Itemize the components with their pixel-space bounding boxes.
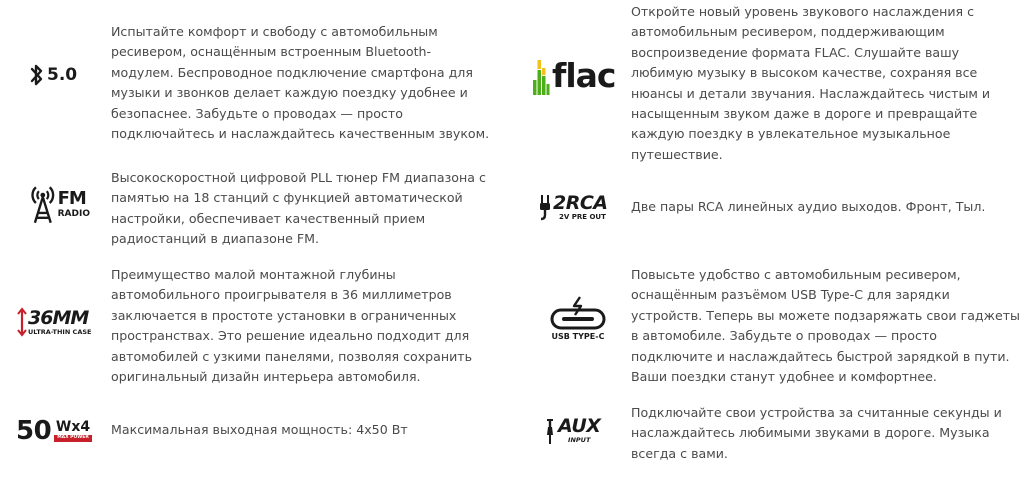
feature-line: заключается в простоте установки в ограниченных (111, 307, 457, 323)
feature-line: Высокоскоростной цифровой PLL тюнер FM диапазона с (111, 170, 486, 185)
power-wx4-label: Wx4 (55, 419, 91, 436)
flac-icon (532, 54, 622, 98)
36mm-icon (16, 304, 104, 340)
pre-out-label: 2V PRE OUT (559, 212, 606, 221)
feature-line: автомобилей с узкими панелями, позволяя сохранить (111, 348, 473, 364)
feature-line: Испытайте комфорт и свободу с автомобильным (111, 24, 438, 39)
usb-c-connector-icon (548, 296, 608, 330)
feature-line: Подключайте свои устройства за считанные секунды и (631, 405, 1002, 420)
feature-line: оснащённым разъёмом USB Type-C для зарядки (631, 287, 950, 303)
feature-line: модулем. Беспроводное подключение смартфона для (111, 64, 473, 80)
feature-line: радиостанций в диапазоне FM. (111, 231, 319, 247)
feature-line: любимую музыку в высоком качестве, сохраняя все (631, 65, 978, 81)
feature-line: автомобильного проигрывателя в 36 миллиметров (111, 287, 452, 303)
feature-line: подключите и наслаждайтесь быстрой зарядкой в пути. (631, 348, 1010, 364)
flac-level-bars-icon (532, 56, 550, 96)
fm-radio-icon (28, 182, 90, 226)
feature-line: настройки, обеспечивает качественный прием (111, 210, 426, 226)
aux-input-label: INPUT (568, 435, 591, 444)
bluetooth-version-label: 5.0 (47, 65, 78, 85)
feature-line: нюансы и детали звучания. Наслаждайтесь чистым и (631, 85, 991, 101)
36mm-label: 36MM (28, 306, 89, 329)
feature-line: автомобильным ресивером, поддерживающим (631, 24, 945, 40)
feature-line: Откройте новый уровень звукового наслаждения с (631, 4, 975, 19)
feature-line: музыки и звонков делает каждую поездку удобнее и (111, 85, 468, 101)
rca-plug-icon (538, 193, 552, 221)
feature-line: подключайтесь и наслаждайтесь качественным звуком. (111, 126, 490, 142)
aux-jack-icon (544, 415, 558, 445)
feature-line: наслаждайтесь любимыми звуками в дороге. Музыка (631, 425, 990, 441)
feature-line: Ваши поездки станут удобнее и комфортнее. (631, 369, 937, 385)
feature-line: устройств. Теперь вы можете подзаряжать свои гаджеты (631, 307, 1020, 323)
feature-line: воспроизведение формата FLAC. Слушайте вашу (631, 44, 960, 60)
feature-line: безопаснее. Забудьте о проводах — просто (111, 105, 403, 121)
2rca-label: 2RCA (553, 191, 608, 214)
feature-line: всегда с вами. (631, 445, 728, 461)
aux-label: AUX (558, 414, 601, 437)
feature-line: оригинальный дизайн интерьера автомобиля. (111, 369, 421, 385)
feature-line: насыщенным звуком даже в дороге и превращайте (631, 106, 978, 122)
feature-line: пространствах. Это решение идеально подходит для (111, 328, 470, 344)
feature-line: памятью на 18 станций с функцией автоматической (111, 190, 463, 206)
2rca-icon (538, 190, 620, 224)
feature-line: Преимущество малой монтажной глубины (111, 267, 396, 282)
feature-line: каждую поездку в увлекательное музыкальное (631, 126, 951, 142)
ultra-thin-label: ULTRA-THIN CASE (28, 327, 92, 336)
feature-line: путешествие. (631, 146, 723, 162)
aux-input-icon (544, 412, 610, 448)
max-power-label: MAX POWER (54, 435, 92, 442)
feature-line: Максимальная выходная мощность: 4x50 Вт (111, 422, 408, 437)
feature-line: Повысьте удобство с автомобильным ресивером, (631, 267, 961, 282)
bluetooth-glyph-icon (30, 62, 44, 88)
usb-type-c-label: USB TYPE-C (551, 332, 605, 341)
power-50-label: 50 (16, 416, 52, 446)
feature-line: Две пары RCA линейных аудио выходов. Фронт, Тыл. (631, 199, 986, 214)
feature-line: в автомобиле. Забудьте о проводах — просто (631, 328, 937, 344)
power-50wx4-icon (16, 414, 104, 448)
feature-line: ресивером, оснащённым встроенным Bluetooth- (111, 44, 432, 60)
flac-label: flac (552, 56, 616, 95)
depth-arrow-icon (16, 307, 28, 337)
bluetooth-5-icon (30, 58, 90, 92)
radio-label: RADIO (57, 208, 90, 219)
fm-label: FM (57, 187, 86, 209)
usb-type-c-icon (545, 296, 611, 344)
radio-tower-icon (28, 183, 58, 225)
